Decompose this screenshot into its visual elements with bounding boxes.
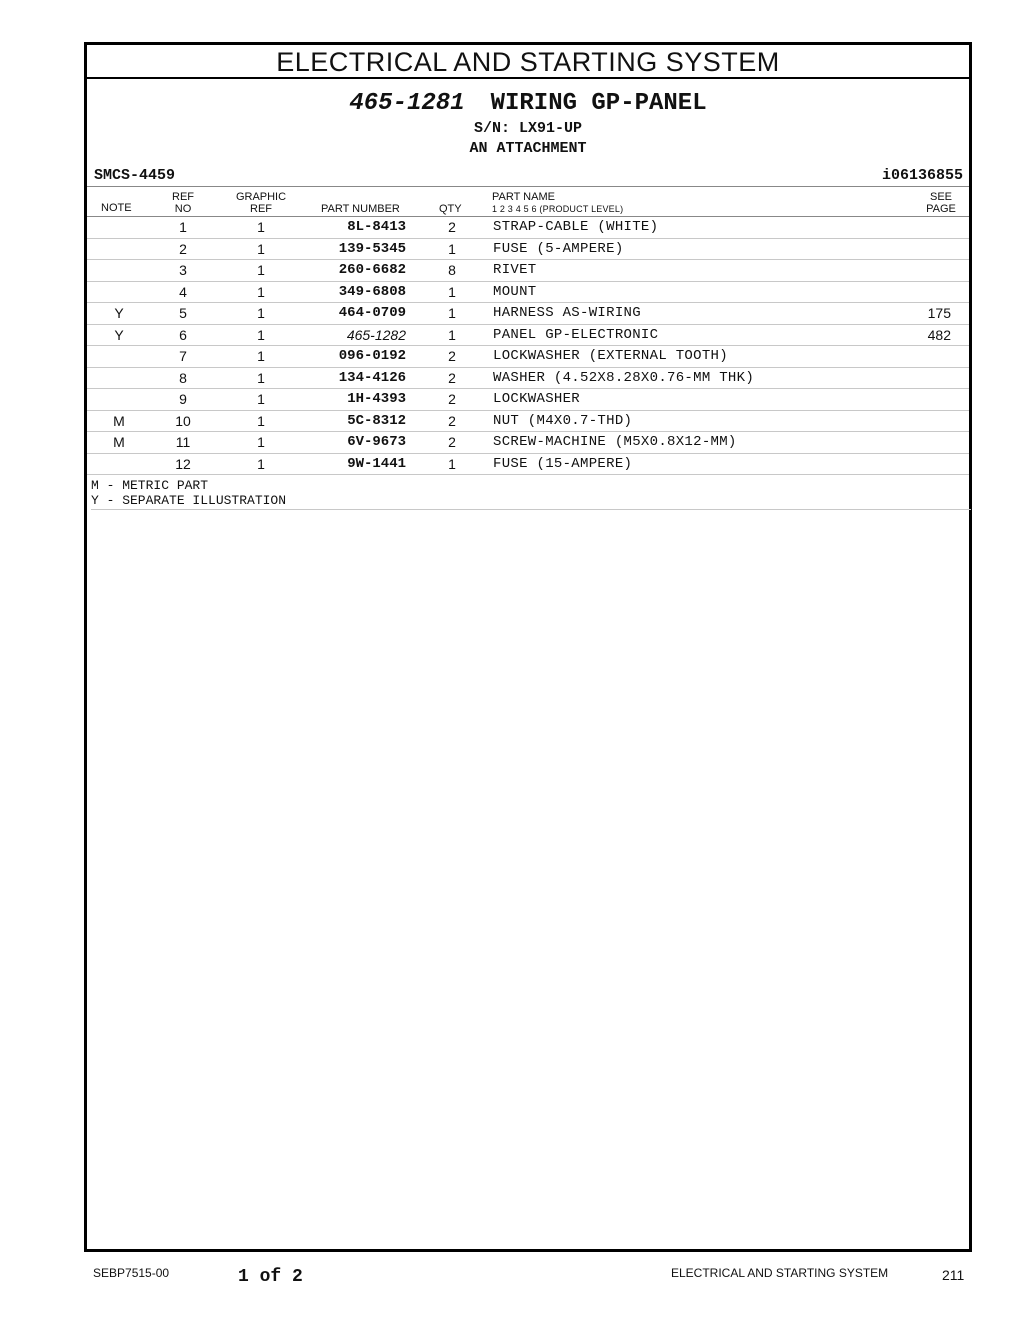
part-name-cell: MOUNT	[493, 283, 537, 300]
col-graphic-ref-line1: GRAPHIC	[235, 191, 287, 203]
col-graphic-ref	[232, 191, 290, 215]
ref-no-cell: 8	[179, 369, 187, 386]
qty-cell: 2	[448, 369, 456, 386]
part-number-cell: 139-5345	[338, 240, 406, 257]
ref-no-cell: 11	[175, 434, 191, 450]
col-note: NOTE	[101, 202, 132, 214]
see-page-cell: 175	[927, 305, 951, 321]
qty-cell: 1	[448, 305, 456, 321]
col-product-levels: 1 2 3 4 5 6 (PRODUCT LEVEL)	[492, 204, 624, 214]
col-see-page-line1: SEE	[929, 191, 952, 203]
ref-no-cell: 7	[179, 348, 187, 364]
graphic-ref-cell: 1	[257, 455, 265, 472]
graphic-ref-cell: 1	[257, 369, 265, 386]
col-see-page-line2: PAGE	[926, 203, 956, 215]
legend	[91, 478, 971, 510]
part-number-cell: 134-4126	[338, 369, 406, 386]
part-name-cell: NUT (M4X0.7-THD)	[493, 412, 633, 429]
footer-page-of: 1 of 2	[238, 1267, 303, 1287]
col-part-name	[492, 191, 623, 215]
graphic-ref-cell: 1	[257, 434, 265, 450]
graphic-ref-cell: 1	[257, 240, 265, 257]
part-number-cell: 5C-8312	[347, 412, 406, 429]
table-row	[87, 282, 969, 304]
part-number-cell: 260-6682	[338, 262, 406, 278]
col-ref-no	[171, 191, 195, 215]
graphic-ref-cell: 1	[257, 283, 265, 300]
graphic-ref-cell: 1	[257, 391, 265, 407]
graphic-ref-cell: 1	[257, 262, 265, 278]
part-number-cell: 8L-8413	[347, 219, 406, 235]
part-number-cell: 1H-4393	[347, 391, 406, 407]
page-frame	[84, 42, 972, 1252]
ref-no-cell: 4	[179, 283, 187, 300]
qty-cell: 1	[448, 240, 456, 257]
table-row	[87, 325, 969, 347]
group-number: 465-1281	[349, 90, 465, 117]
legend-metric: M - METRIC PART	[91, 478, 209, 493]
col-ref-no-line2: NO	[174, 203, 192, 215]
ref-no-cell: 3	[179, 262, 187, 278]
col-see-page	[923, 191, 959, 215]
parts-table	[87, 217, 969, 475]
qty-cell: 2	[448, 348, 456, 364]
graphic-ref-cell: 1	[257, 412, 265, 429]
group-type: AN ATTACHMENT	[469, 140, 587, 157]
part-name-cell: LOCKWASHER	[493, 391, 581, 407]
table-row	[87, 346, 969, 368]
part-number-cell: 465-1282	[346, 326, 406, 343]
part-number-cell: 096-0192	[338, 348, 406, 364]
table-row	[87, 432, 969, 454]
part-number-cell: 9W-1441	[347, 455, 406, 472]
ref-no-cell: 6	[179, 326, 187, 343]
table-row	[87, 454, 969, 476]
part-number-cell: 464-0709	[338, 305, 406, 321]
qty-cell: 2	[448, 219, 456, 235]
ref-no-cell: 2	[179, 240, 187, 257]
qty-cell: 1	[448, 283, 456, 300]
col-part-name-line1: PART NAME	[492, 191, 555, 203]
part-name-cell: WASHER (4.52X8.28X0.76-MM THK)	[493, 369, 755, 386]
col-part-number: PART NUMBER	[321, 203, 400, 215]
section-title: ELECTRICAL AND STARTING SYSTEM	[87, 45, 969, 79]
qty-cell: 8	[448, 262, 456, 278]
qty-cell: 1	[448, 326, 456, 343]
note-cell: Y	[114, 326, 124, 343]
table-row	[87, 217, 969, 239]
note-cell: M	[113, 412, 125, 429]
part-name-cell: RIVET	[493, 262, 537, 278]
legend-separate-illustration: Y - SEPARATE ILLUSTRATION	[91, 493, 287, 508]
see-page-cell: 482	[927, 326, 951, 343]
footer-page-number: 211	[942, 1267, 965, 1283]
table-row	[87, 260, 969, 282]
header-rule	[87, 186, 969, 187]
part-number-cell: 6V-9673	[347, 434, 406, 450]
qty-cell: 1	[448, 455, 456, 472]
col-ref-no-line1: REF	[172, 191, 194, 203]
part-number-cell: 349-6808	[338, 283, 406, 300]
qty-cell: 2	[448, 391, 456, 407]
table-row	[87, 389, 969, 411]
illustration-id: i06136855	[881, 167, 963, 184]
table-row	[87, 239, 969, 261]
col-qty: QTY	[439, 203, 462, 215]
part-name-cell: FUSE (15-AMPERE)	[493, 455, 633, 472]
serial-number: S/N: LX91-UP	[473, 120, 583, 137]
table-row	[87, 303, 969, 325]
qty-cell: 2	[448, 434, 456, 450]
part-name-cell: FUSE (5-AMPERE)	[493, 240, 624, 257]
col-graphic-ref-line2: REF	[250, 203, 272, 215]
note-cell: M	[113, 434, 125, 450]
graphic-ref-cell: 1	[257, 305, 265, 321]
ref-no-cell: 12	[175, 455, 191, 472]
part-name-cell: PANEL GP-ELECTRONIC	[493, 326, 659, 343]
part-name-cell: SCREW-MACHINE (M5X0.8X12-MM)	[493, 434, 737, 450]
ref-no-cell: 9	[179, 391, 187, 407]
part-name-cell: LOCKWASHER (EXTERNAL TOOTH)	[493, 348, 728, 364]
ref-no-cell: 10	[175, 412, 191, 429]
smcs-code: SMCS-4459	[94, 167, 176, 184]
part-name-cell: STRAP-CABLE (WHITE)	[493, 219, 659, 235]
table-row	[87, 411, 969, 433]
ref-no-cell: 1	[179, 219, 187, 235]
table-row	[87, 368, 969, 390]
part-name-cell: HARNESS AS-WIRING	[493, 305, 641, 321]
ref-no-cell: 5	[179, 305, 187, 321]
graphic-ref-cell: 1	[257, 348, 265, 364]
graphic-ref-cell: 1	[257, 326, 265, 343]
group-name: WIRING GP-PANEL	[490, 90, 707, 117]
footer-section: ELECTRICAL AND STARTING SYSTEM	[671, 1266, 889, 1280]
qty-cell: 2	[448, 412, 456, 429]
group-header	[87, 89, 969, 159]
footer-doc-id: SEBP7515-00	[93, 1266, 170, 1280]
note-cell: Y	[114, 305, 124, 321]
graphic-ref-cell: 1	[257, 219, 265, 235]
